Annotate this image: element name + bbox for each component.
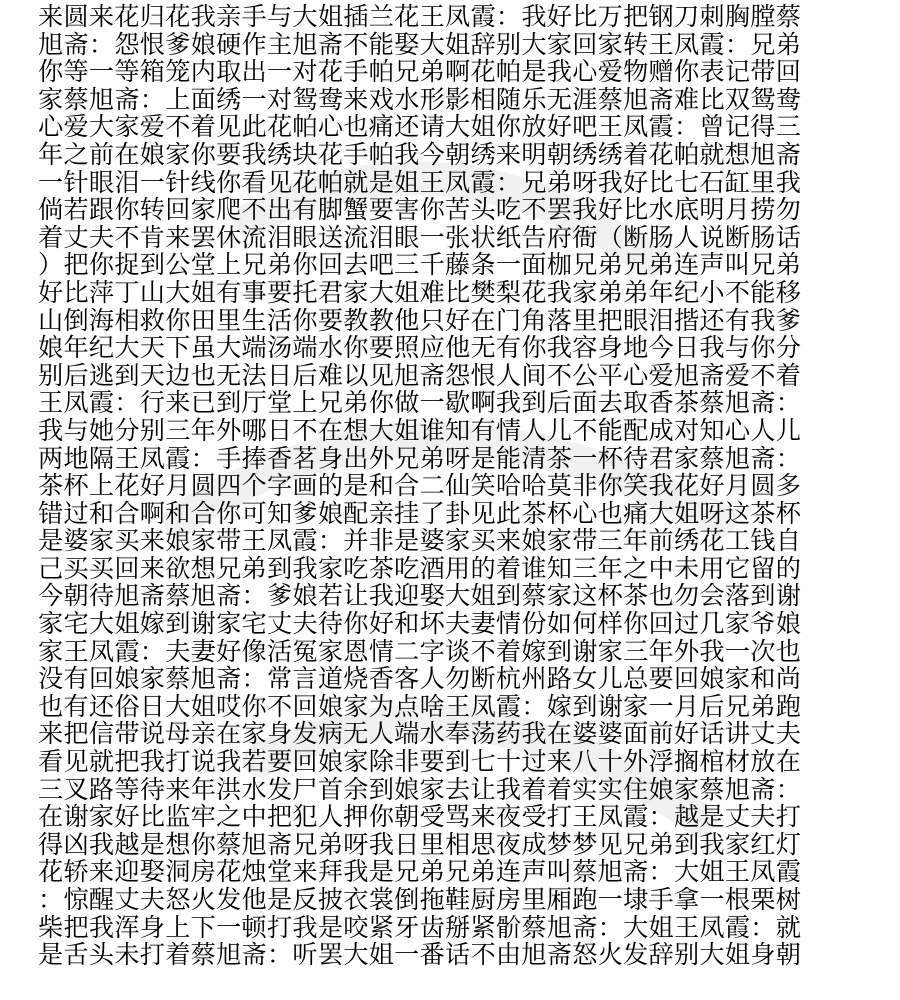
text-line: 来圆来花归花我亲手与大姐插兰花王凤霞：我好比万把钢刀刺胸膛蔡: [38, 3, 802, 31]
text-line: 我与她分别三年外哪日不在想大姐谁知有情人儿不能配成对知心人儿: [38, 416, 802, 445]
document-page: [38, 3, 878, 997]
text-line: 别后逃到天边也无法日后难以见旭斋怨恨人间不公平心爱旭斋爱不着: [38, 361, 802, 390]
text-line: 年之前在娘家你要我绣块花手帕我今朝绣来明朝绣绣着花帕就想旭斋: [38, 140, 802, 169]
text-line: 没有回娘家蔡旭斋：常言道烧香客人勿断杭州路女儿总要回娘家和尚: [38, 665, 802, 693]
text-line: 娘年纪大天下虽大端汤端水你要照应他无有你我容身地今日我与你分: [38, 334, 802, 362]
text-line: 一针眼泪一针线你看见花帕就是姐王凤霞：兄弟呀我好比七石缸里我: [38, 168, 802, 197]
text-line: 家蔡旭斋：上面绣一对鸳鸯来戏水形影相随乐无涯蔡旭斋难比双鸳鸯: [38, 85, 802, 114]
text-line: 今朝待旭斋蔡旭斋：爹娘若让我迎娶大姐到蔡家这杯茶也勿会落到谢: [38, 582, 802, 611]
text-line: 花轿来迎娶洞房花烛堂来拜我是兄弟兄弟连声叫蔡旭斋：大姐王凤霞: [38, 858, 802, 886]
text-line: ：惊醒丈夫怒火发他是反披衣裳倒拖鞋厨房里厢跑一埭手拿一根栗树: [38, 886, 802, 914]
text-line: 三叉路等待来年洪水发尸首余到娘家去让我着着实实住娘家蔡旭斋：: [38, 775, 802, 804]
text-line: 得凶我越是想你蔡旭斋兄弟呀我日里相思夜成梦梦见兄弟到我家红灯: [38, 830, 802, 859]
text-line: 是舌头未打着蔡旭斋：听罢大姐一番话不由旭斋怒火发辞别大姐身朝: [38, 941, 802, 969]
text-line: ）把你捉到公堂上兄弟你回去吧三千藤条一面枷兄弟兄弟连声叫兄弟: [38, 251, 802, 279]
text-line: 心爱大家爱不着见此花帕心也痛还请大姐你放好吧王凤霞：曾记得三: [38, 113, 802, 141]
text-line: 家宅大姐嫁到谢家宅丈夫待你好和坏夫妻情份如何样你回过几家爷娘: [38, 610, 802, 638]
text-line: 是婆家买来娘家带王凤霞：并非是婆家买来娘家带三年前绣花工钱自: [38, 527, 802, 555]
text-line: 错过和合啊和合你可知爹娘配亲挂了卦见此茶杯心也痛大姐呀这茶杯: [38, 499, 802, 528]
text-line: 家王凤霞：夫妻好像活冤家恩情二字谈不着嫁到谢家三年外我一次也: [38, 637, 802, 666]
text-line: 茶杯上花好月圆四个字画的是和合二仙笑哈哈莫非你笑我花好月圆多: [38, 472, 802, 500]
text-line: 两地隔王凤霞：手捧香茗身出外兄弟呀是能清茶一杯待君家蔡旭斋：: [38, 444, 802, 473]
text-line: 王凤霞：行来已到厅堂上兄弟你做一歇啊我到后面去取香茶蔡旭斋：: [38, 389, 802, 417]
text-line: 在谢家好比监牢之中把犯人押你朝受骂来夜受打王凤霞：越是丈夫打: [38, 803, 802, 831]
text-line: 倘若跟你转回家爬不出有脚蟹要害你苦头吃不罢我好比水底明月捞勿: [38, 196, 802, 224]
text-line: 旭斋：怨恨爹娘硬作主旭斋不能娶大姐辞别大家回家转王凤霞：兄弟: [38, 30, 802, 59]
text-line: 来把信带说母亲在家身发病无人端水奉荡药我在婆婆面前好话讲丈夫: [38, 720, 802, 749]
text-line: 也有还俗日大姐哎你不回娘家为点啥王凤霞：嫁到谢家一月后兄弟跑: [38, 692, 802, 721]
text-line: 你等一等箱笼内取出一对花手帕兄弟啊花帕是我心爱物赠你表记带回: [38, 58, 802, 86]
text-line: 柴把我浑身上下一顿打我是咬紧牙齿掰紧骱蔡旭斋：大姐王凤霞：就: [38, 913, 802, 942]
text-line: 看见就把我打说我若要回娘家除非要到七十过来八十外浮搁棺材放在: [38, 748, 802, 776]
text-line: 着丈夫不肯来罢休流泪眼送流泪眼一张状纸告府衙（断肠人说断肠话: [38, 223, 802, 252]
text-line: 己买买回来欲想兄弟到我家吃茶吃酒用的着谁知三年之中未用它留的: [38, 554, 802, 583]
text-line: 山倒海相救你田里生活你要教教他只好在门角落里把眼泪揩还有我爹: [38, 306, 802, 335]
text-line: 好比萍丁山大姐有事要托君家大姐难比樊梨花我家弟弟年纪小不能移: [38, 278, 802, 307]
